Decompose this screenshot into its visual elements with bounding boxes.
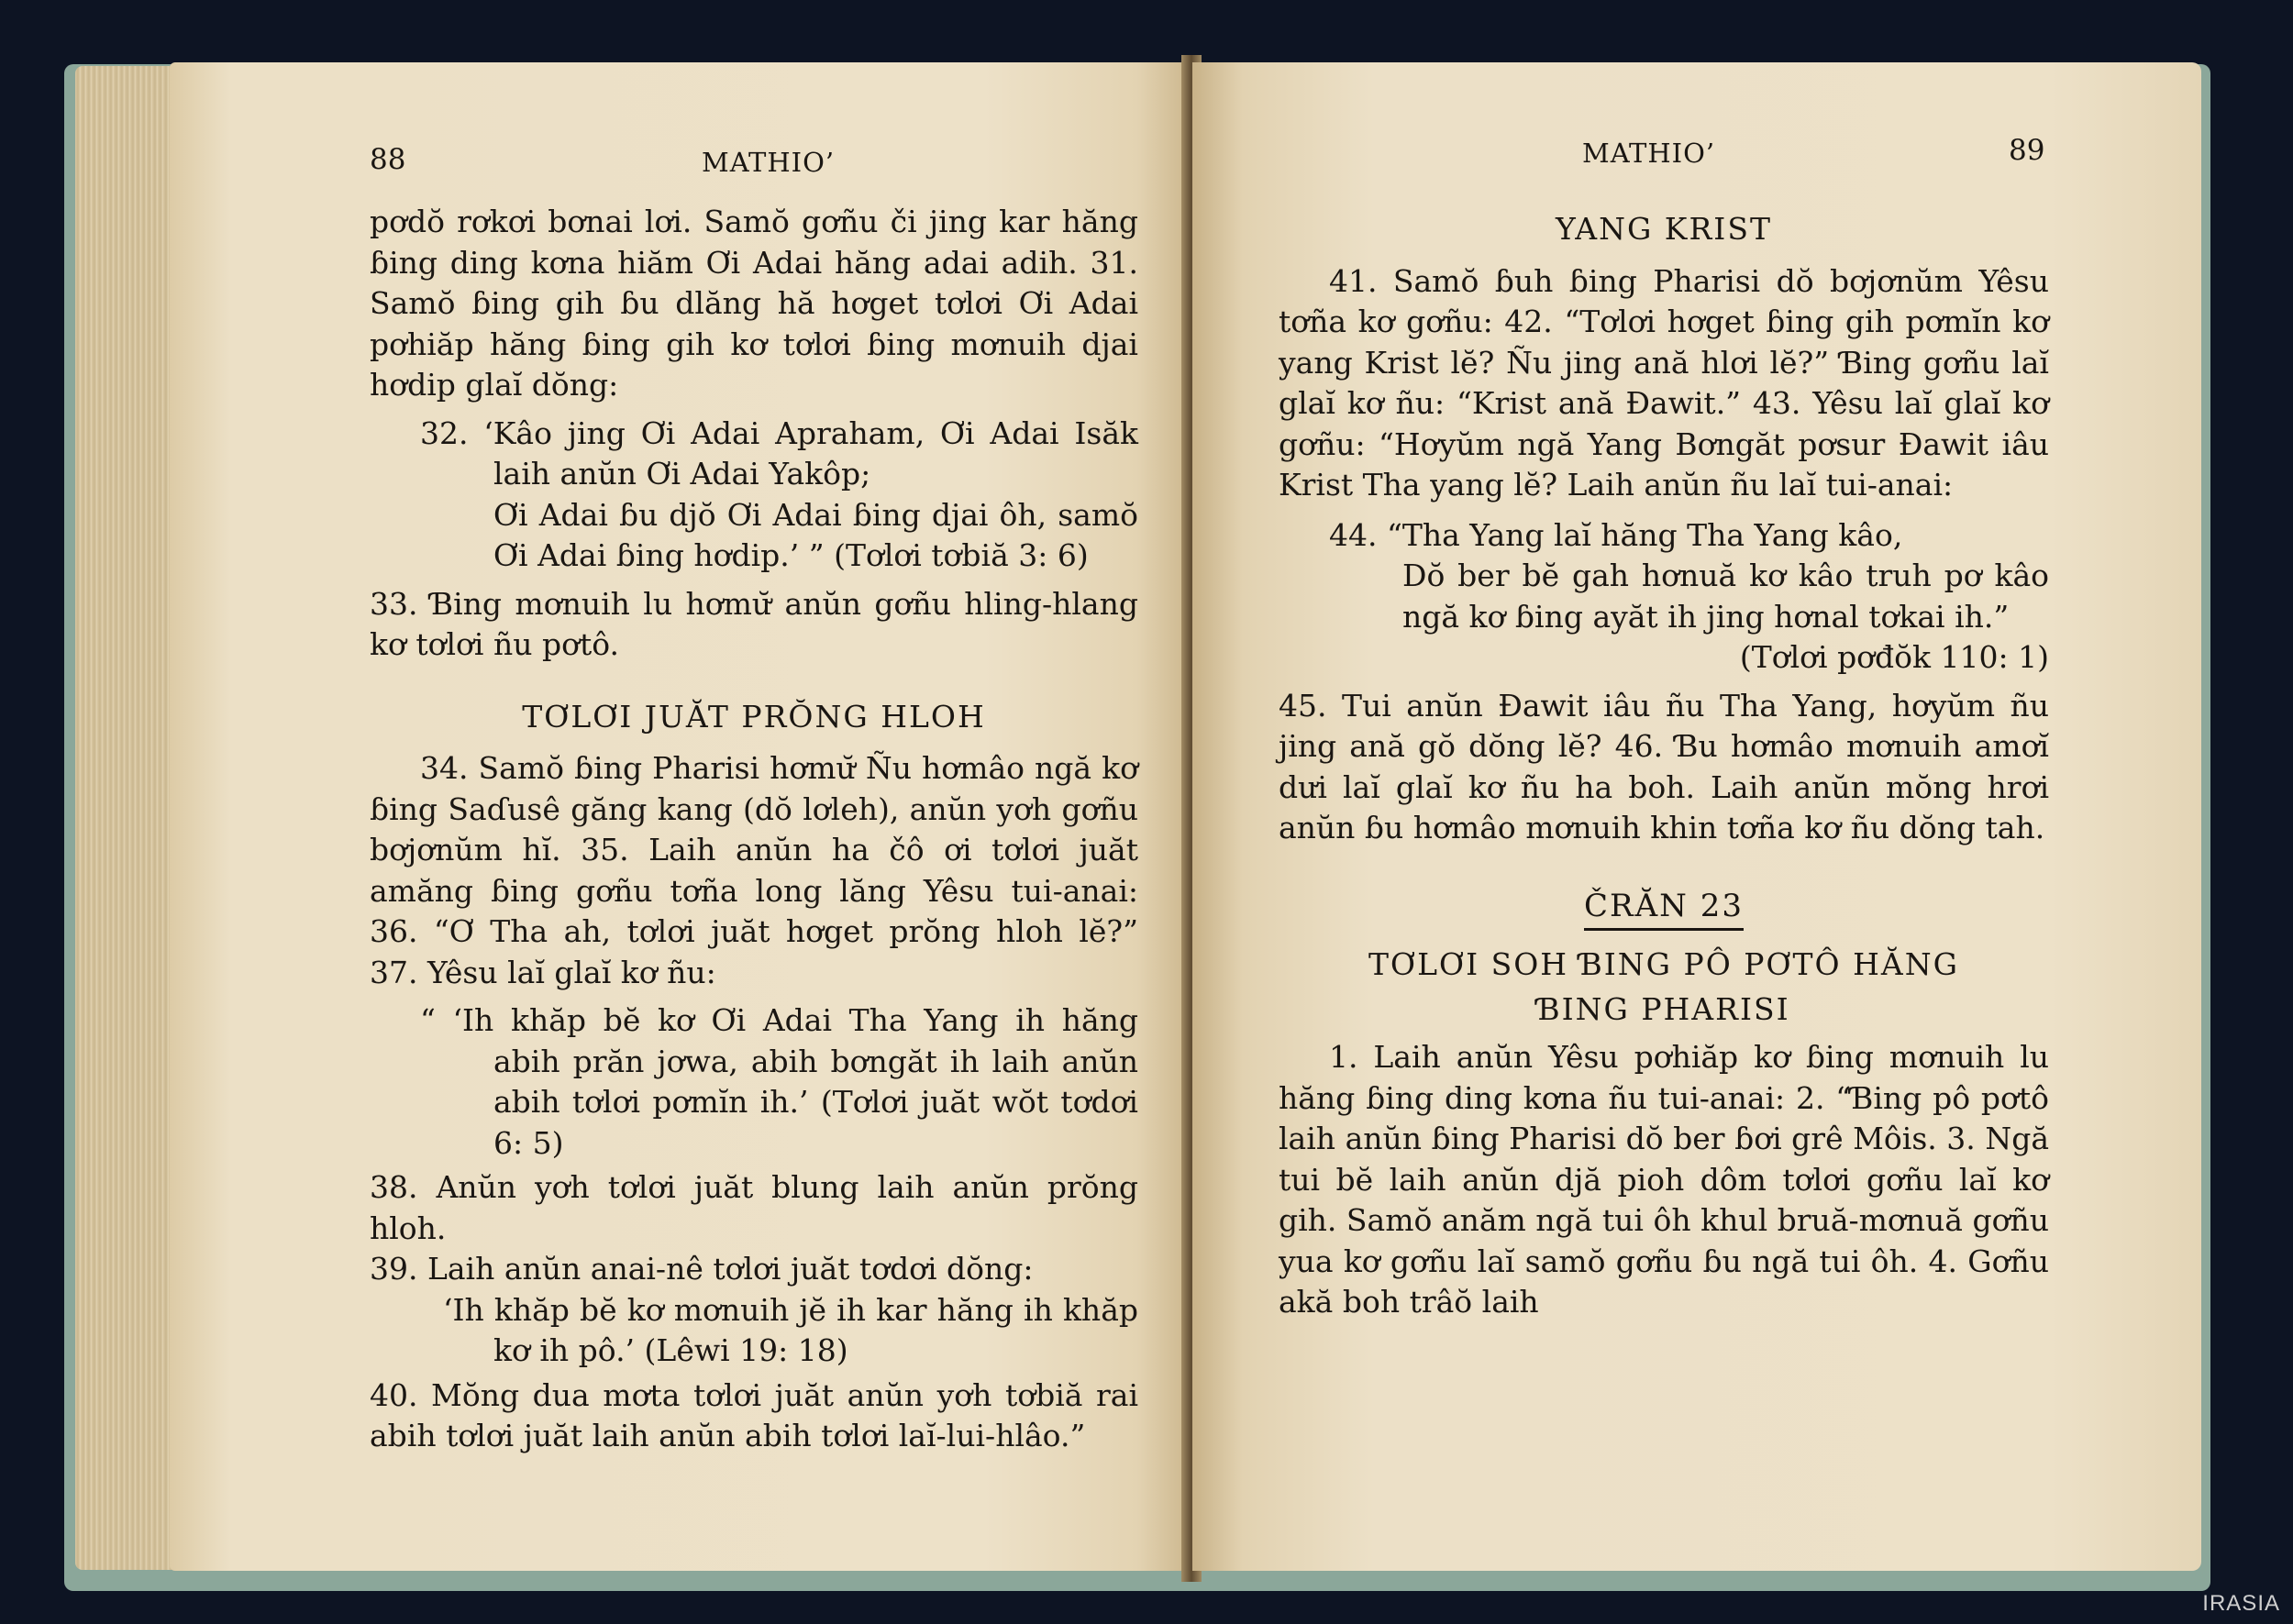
section-heading: TƠLƠI JUĂT PRŎNG HLOH: [522, 698, 986, 735]
quote-line: Dŏ ber bĕ gah hơnuă kơ kâo truh pơ kâo ngă kơ ɓing ayăt ih jing hơnal tơkai ih.”: [1402, 558, 2049, 635]
quote-line: 32. ‘Kâo jing Ơi Adai Apraham, Ơi Adai Isăk laih anŭn Ơi Adai Yakôp;: [420, 414, 1138, 492]
paragraph: 34. Samŏ ɓing Pharisi hơmư̆ Ñu hơmâo ngă kơ ɓing Saɗusê găng kang (dŏ lơleh), anŭn yơh gơñu bơjơnŭm hĭ. 35. Laih anŭn ha čô ơi tơlơi juăt amăng ɓing gơñu tơña long lăng Yêsu tui-anai: 36. “Ơ Tha ah, tơlơi juăt hơget prŏng hloh lĕ?” 37. Yêsu laĭ glaĭ kơ ñu:: [370, 750, 1138, 990]
section-heading: TƠLƠI SOH ƁING PÔ PƠTÔ HĂNG: [1368, 946, 1959, 982]
page-number-right: 89: [2009, 134, 2045, 167]
running-header-left: MATHIO’: [702, 147, 836, 178]
page-number-left: 88: [370, 143, 406, 176]
paragraph: 40. Mŏng dua mơta tơlơi juăt anŭn yơh tơbiă rai abih tơlơi juăt laih anŭn abih tơlơi laĭ-lui-hlâo.”: [370, 1376, 1138, 1453]
running-header-right: MATHIO’: [1582, 138, 1716, 169]
left-page: [170, 62, 1188, 1571]
paragraph: 39. Laih anŭn anai-nê tơlơi juăt tơdơi dŏng:: [370, 1251, 1034, 1287]
quote-line: Ơi Adai ɓu djŏ Ơi Adai ɓing djai ôh, samŏ Ơi Adai ɓing hơdip.’ ” (Tơlơi tơbiă 3: 6): [493, 496, 1138, 573]
chapter-title-text: ČRĂN 23: [1584, 888, 1744, 931]
section-heading: YANG KRIST: [1556, 211, 1772, 247]
paragraph: 45. Tui anŭn Đawit iâu ñu Tha Yang, hơyŭm ñu jing ană gŏ dŏng lĕ? 46. Ɓu hơmâo mơnuih amơĭ dưi laĭ glaĭ kơ ñu ha boh. Laih anŭn mŏng hrơi anŭn ɓu hơmâo mơnuih khin tơña kơ ñu dŏng tah.: [1279, 687, 2049, 845]
paragraph: 41. Samŏ ɓuh ɓing Pharisi dŏ bơjơnŭm Yêsu tơña kơ gơñu: 42. “Tơlơi hơget ɓing gih pơmĭn kơ yang Krist lĕ? Ñu jing ană hlơi lĕ?” Ɓing gơñu laĭ glaĭ kơ ñu: “Krist ană Đawit.” 43. Yêsu laĭ glaĭ kơ gơñu: “Hơyŭm ngă Yang Bơngăt pơsur Đawit iâu Krist Tha yang lĕ? Laih anŭn ñu laĭ tui-anai:: [1279, 262, 2049, 503]
left-column: [370, 202, 1138, 1457]
chapter-title: [1279, 886, 2049, 927]
quote-line: 44. “Tha Yang laĭ hăng Tha Yang kâo,: [1329, 516, 1903, 553]
paragraph: 1. Laih anŭn Yêsu pơhiăp kơ ɓing mơnuih lu hăng ɓing ding kơna ñu tui-anai: 2. “Ɓing pô pơtô laih anŭn ɓing Pharisi dŏ ber ɓơi grê Môis. 3. Ngă tui bĕ laih anŭn djă pioh dôm tơlơi gơñu laĭ kơ gih. Samŏ anăm ngă tui ôh khul bruă-mơnuă gơñu yua kơ gơñu laĭ samŏ gơñu ɓu ngă tui ôh. 4. Gơñu akă boh trâŏ laih: [1279, 1039, 2049, 1320]
paragraph: pơdŏ rơkơi bơnai lơi. Samŏ gơñu či jing kar hăng ɓing ding kơna hiăm Ơi Adai hăng adai adih. 31. Samŏ ɓing gih ɓu dlăng hă hơget tơlơi Ơi Adai pơhiăp hăng ɓing gih kơ tơlơi ɓing mơnuih djai hơdip glaĭ dŏng:: [370, 204, 1138, 403]
watermark: IRASIA: [2202, 1591, 2280, 1616]
quote-line: ‘Ih khăp bĕ kơ mơnuih jĕ ih kar hăng ih khăp kơ ih pô.’ (Lêwi 19: 18): [443, 1291, 1138, 1368]
right-column: [1279, 209, 2049, 1323]
section-heading: ƁING PHARISI: [1537, 990, 1790, 1027]
quote-line: “ ‘Ih khăp bĕ kơ Ơi Adai Tha Yang ih hăng abih prăn jơwa, abih bơngăt ih laih anŭn abih tơlơi pơmĭn ih.’ (Tơlơi juăt wŏt tơdơi 6: 5): [420, 1002, 1138, 1161]
paragraph: 38. Anŭn yơh tơlơi juăt blung laih anŭn prŏng hloh.: [370, 1169, 1138, 1246]
paragraph: 33. Ɓing mơnuih lu hơmư̆ anŭn gơñu hling-hlang kơ tơlơi ñu pơtô.: [370, 585, 1138, 662]
right-page: [1192, 62, 2201, 1571]
scripture-reference: (Tơlơi pơđŏk 110: 1): [1739, 639, 2049, 675]
page-edges: [75, 66, 176, 1570]
